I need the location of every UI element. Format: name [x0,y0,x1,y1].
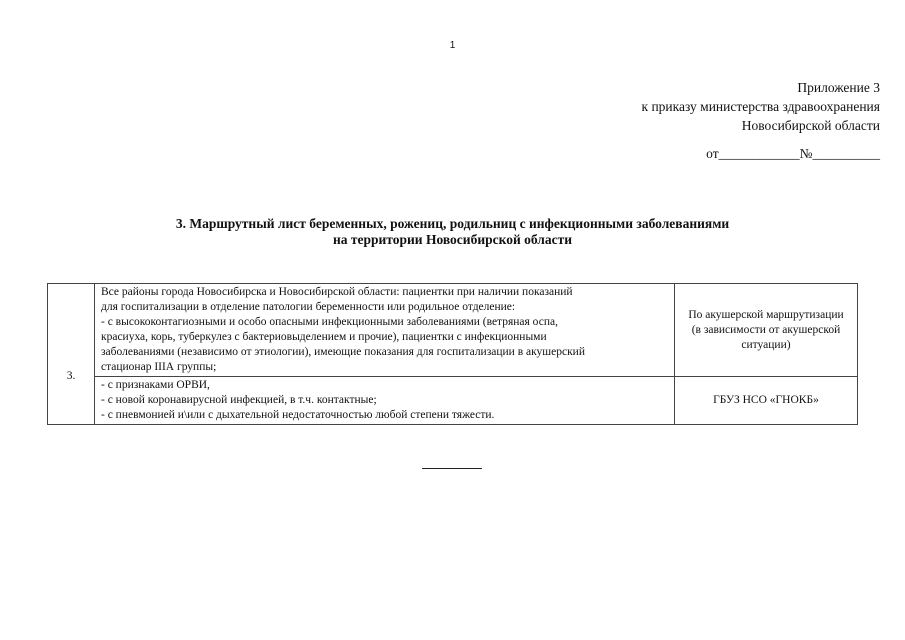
destination-line: ситуации) [741,338,791,351]
criteria-line: для госпитализации в отделение патологии беременности или родильное отделение: [101,301,516,313]
destination-cell: ГБУЗ НСО «ГНОКБ» [675,377,858,425]
appendix-order-ref: к приказу министерства здравоохранения [641,99,880,114]
criteria-line: красиуха, корь, туберкулез с бактериовыделением и прочие), пациентки с инфекционными [101,331,547,343]
document-title-line-1: 3. Маршрутный лист беременных, рожениц, родильниц с инфекционными заболеваниями [175,216,730,231]
order-date-number-line: от____________№__________ [706,146,880,161]
appendix-header [642,78,880,135]
document-title [0,216,905,248]
end-separator-line [422,468,482,469]
criteria-line: - с высококонтагиозными и особо опасными инфекционными заболеваниями (ветряная оспа, [101,316,558,328]
criteria-line: заболеваниями (независимо от этиологии), имеющие показания для госпитализации в акушерский [101,346,585,358]
routing-table [47,283,858,425]
table-row [48,377,858,425]
criteria-line: стационар IIIА группы; [101,361,217,373]
appendix-title: Приложение 3 [797,80,880,95]
criteria-line: Все районы города Новосибирска и Новосибирской области: пациентки при наличии показаний [101,286,573,298]
row-number-cell: 3. [48,284,95,425]
criteria-line: - с признаками ОРВИ, [101,379,210,391]
destination-line: По акушерской маршрутизации [688,308,844,321]
criteria-line: - с пневмонией и\или с дыхательной недостаточностью любой степени тяжести. [101,409,495,421]
table-row [48,284,858,377]
patient-criteria-cell [95,377,675,425]
page-number: 1 [449,40,456,51]
criteria-line: - с новой коронавирусной инфекцией, в т.ч. контактные; [101,394,377,406]
document-title-line-2: на территории Новосибирской области [332,232,573,247]
destination-cell [675,284,858,377]
destination-line: (в зависимости от акушерской [691,323,841,336]
appendix-region: Новосибирской области [741,118,880,133]
patient-criteria-cell [95,284,675,377]
